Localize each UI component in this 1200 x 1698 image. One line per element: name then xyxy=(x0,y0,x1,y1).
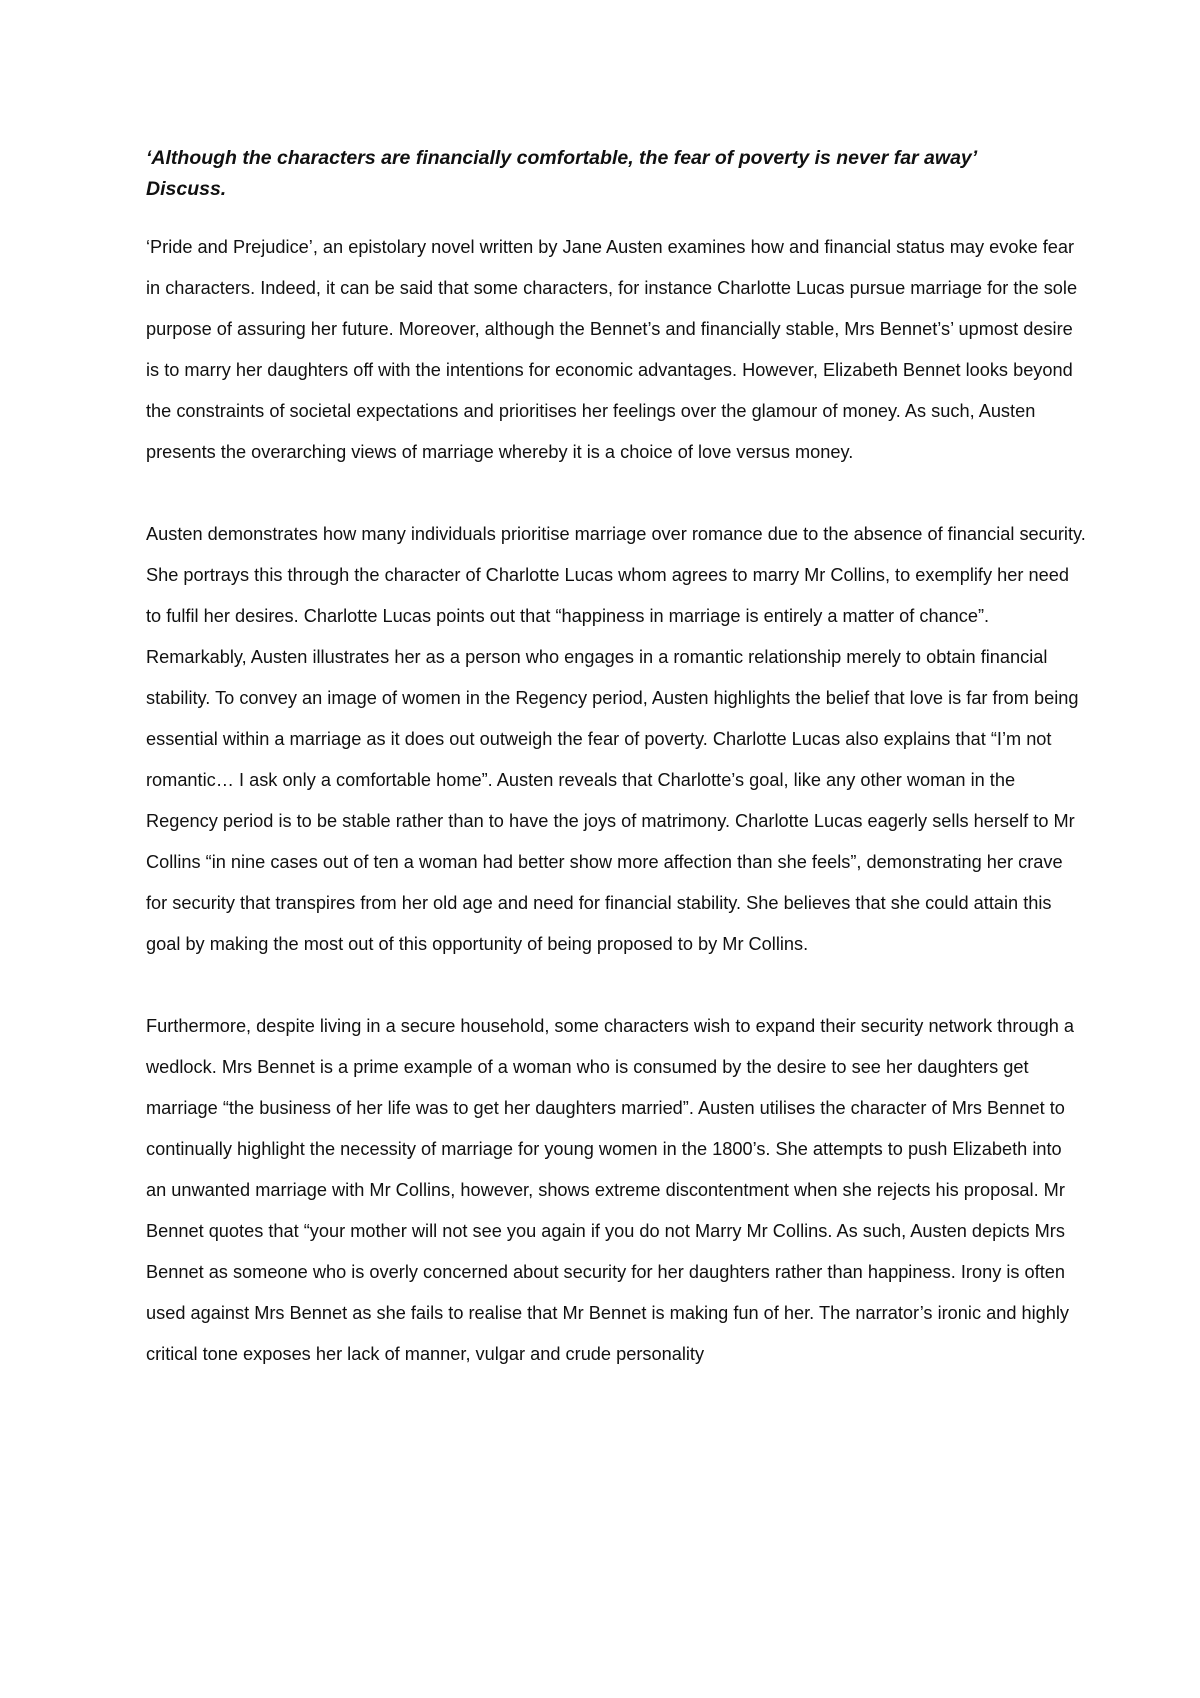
paragraph-mrs-bennet: Furthermore, despite living in a secure household, some characters wish to expand their security network through a wedlock. Mrs Bennet is a prime example of a woman who is consumed by the desire to see her daughters get marriage “the business of her life was to get her daughters married”. Austen utilises the character of Mrs Bennet to continually highlight the necessity of marriage for young women in the 1800’s. She attempts to push Elizabeth into an unwanted marriage with Mr Collins, however, shows extreme discontentment when she rejects his proposal. Mr Bennet quotes that “your mother will not see you again if you do not Marry Mr Collins. As such, Austen depicts Mrs Bennet as someone who is overly concerned about security for her daughters rather than happiness. Irony is often used against Mrs Bennet as she fails to realise that Mr Bennet is making fun of her. The narrator’s ironic and highly critical tone exposes her lack of manner, vulgar and crude personality xyxy=(146,1016,1075,1364)
paragraph-introduction: ‘Pride and Prejudice’, an epistolary novel written by Jane Austen examines how and financial status may evoke fear in characters. Indeed, it can be said that some characters, for instance Charlotte Lucas pursue marriage for the sole purpose of assuring her future. Moreover, although the Bennet’s and financially stable, Mrs Bennet’s’ upmost desire is to marry her daughters off with the intentions for economic advantages. However, Elizabeth Bennet looks beyond the constraints of societal expectations and prioritises her feelings over the glamour of money. As such, Austen presents the overarching views of marriage whereby it is a choice of love versus money. xyxy=(146,237,1078,462)
essay-title-instruction: Discuss. xyxy=(146,178,227,200)
document-body xyxy=(146,143,1086,1375)
essay-title xyxy=(146,143,1086,205)
paragraph-charlotte-lucas: Austen demonstrates how many individuals prioritise marriage over romance due to the absence of financial security. She portrays this through the character of Charlotte Lucas whom agrees to marry Mr Collins, to exemplify her need to fulfil her desires. Charlotte Lucas points out that “happiness in marriage is entirely a matter of chance”. Remarkably, Austen illustrates her as a person who engages in a romantic relationship merely to obtain financial stability. To convey an image of women in the Regency period, Austen highlights the belief that love is far from being essential within a marriage as it does out outweigh the fear of poverty. Charlotte Lucas also explains that “I’m not romantic… I ask only a comfortable home”. Austen reveals that Charlotte’s goal, like any other woman in the Regency period is to be stable rather than to have the joys of matrimony. Charlotte Lucas eagerly sells herself to Mr Collins “in nine cases out of ten a woman had better show more affection than she feels”, demonstrating her crave for security that transpires from her old age and need for financial stability. She believes that she could attain this goal by making the most out of this opportunity of being proposed to by Mr Collins. xyxy=(146,524,1086,954)
essay-title-question: ‘Although the characters are financially comfortable, the fear of poverty is never far away’ xyxy=(146,147,978,169)
